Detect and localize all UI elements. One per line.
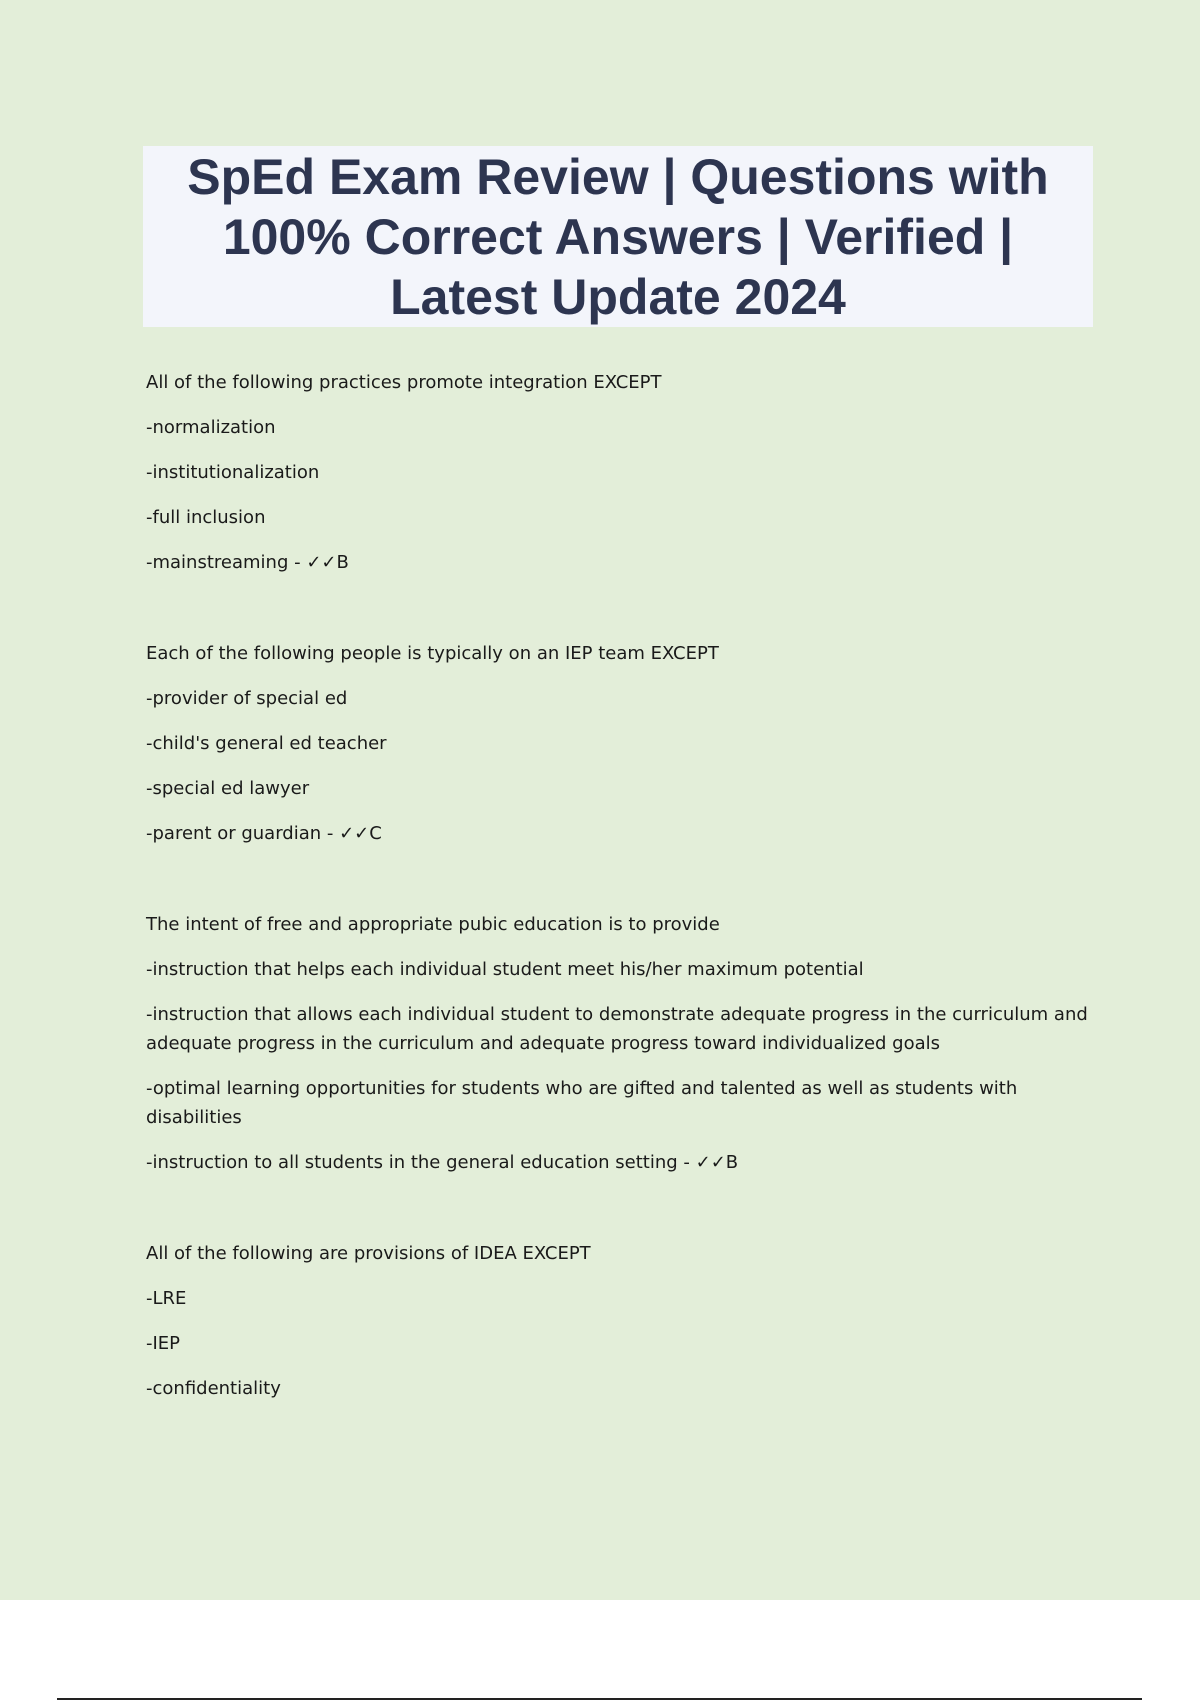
answer-option: -parent or guardian - ✓✓C (146, 823, 382, 844)
question-text: Each of the following people is typically on an IEP team EXCEPT (146, 643, 719, 664)
answer-option: -institutionalization (146, 462, 320, 483)
answer-option: -mainstreaming - ✓✓B (146, 552, 349, 573)
answer-option: -special ed lawyer (146, 778, 310, 799)
answer-option: -instruction to all students in the general education setting - ✓✓B (146, 1152, 739, 1173)
answer-option: -IEP (146, 1333, 181, 1354)
answer-option: -LRE (146, 1288, 187, 1309)
answer-option: -confidentiality (146, 1378, 281, 1399)
answer-option: -normalization (146, 417, 276, 438)
question-text: The intent of free and appropriate pubic education is to provide (146, 914, 720, 935)
title-banner (143, 146, 1093, 327)
answer-option: -instruction that allows each individual student to demonstrate adequate progress in the curriculum and adequate progress in the curriculum and adequate progress toward individualized goals (146, 1004, 1088, 1054)
question-text: All of the following are provisions of IDEA EXCEPT (146, 1243, 591, 1264)
answer-option: -child's general ed teacher (146, 733, 387, 754)
questions-list (146, 368, 1096, 1465)
document-title: SpEd Exam Review | Questions with 100% Correct Answers | Verified | Latest Update 2024 (187, 148, 1049, 325)
question-block-4 (146, 1239, 1096, 1403)
question-text: All of the following practices promote integration EXCEPT (146, 372, 662, 393)
answer-option: -optimal learning opportunities for students who are gifted and talented as well as students with disabilities (146, 1078, 1018, 1128)
question-block-3 (146, 910, 1096, 1177)
answer-option: -full inclusion (146, 507, 266, 528)
answer-option: -provider of special ed (146, 688, 348, 709)
question-block-1 (146, 368, 1096, 577)
answer-option: -instruction that helps each individual student meet his/her maximum potential (146, 959, 864, 980)
question-block-2 (146, 639, 1096, 848)
